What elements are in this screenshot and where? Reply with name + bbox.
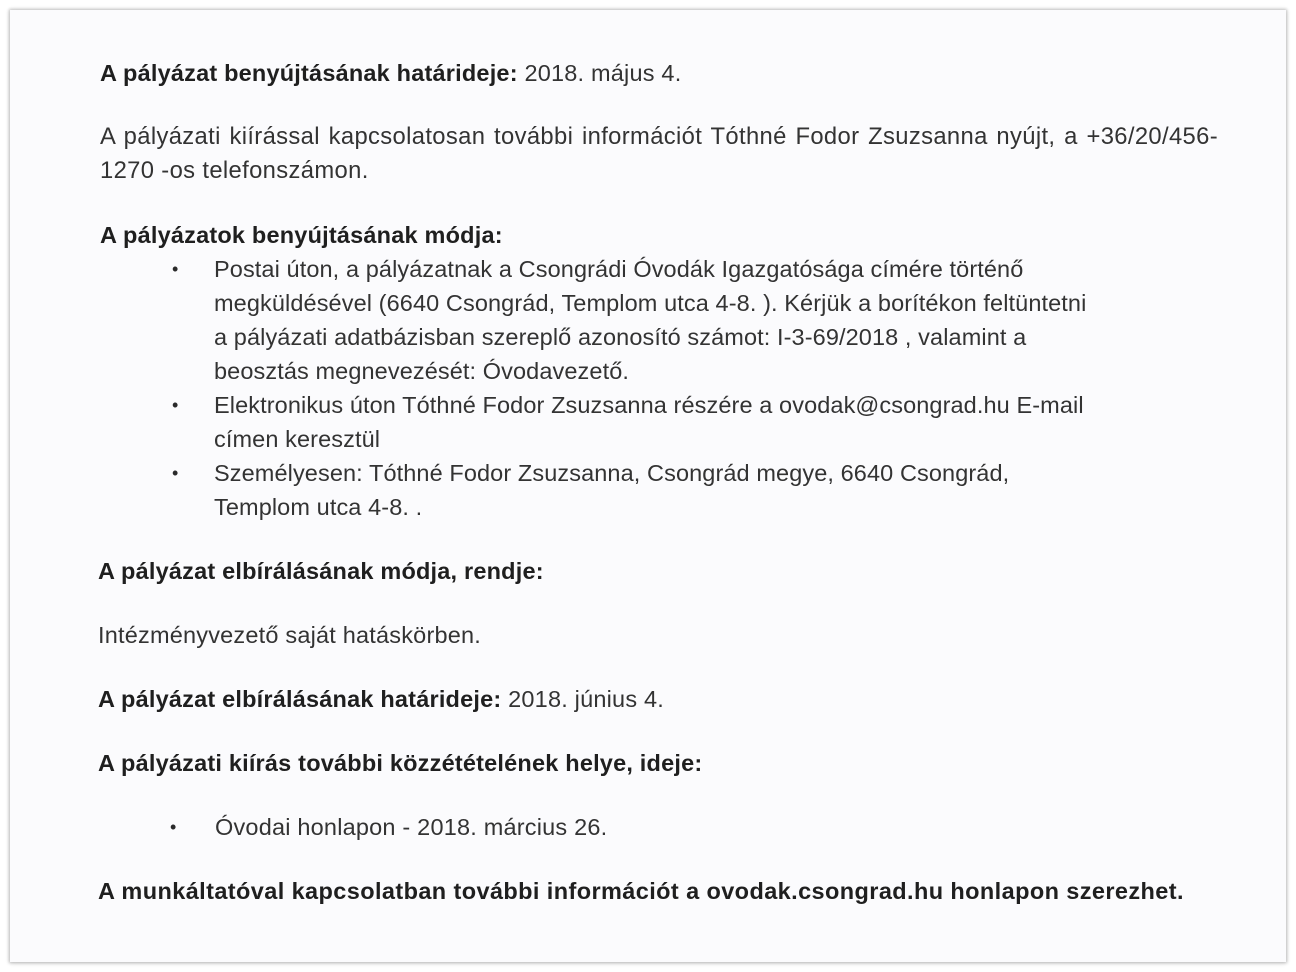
submission-deadline <box>98 56 1218 90</box>
list-item <box>98 810 1218 844</box>
contact-info-paragraph: A pályázati kiírással kapcsolatosan további információt Tóthné Fodor Zsuzsanna nyújt, a +36/20/456-1270 -os telefonszámon. <box>100 123 1218 184</box>
evaluation-method-heading: A pályázat elbírálásának módja, rendje: <box>98 558 544 584</box>
submission-methods-heading: A pályázatok benyújtásának módja: <box>100 222 503 248</box>
bullet-icon: • <box>170 817 177 837</box>
list-item <box>98 388 1088 456</box>
publication-heading: A pályázati kiírás további közzétételének helye, ideje: <box>98 750 703 776</box>
submission-deadline-value: 2018. május 4. <box>524 60 682 86</box>
bullet-icon: • <box>172 395 179 415</box>
list-item <box>98 252 1088 388</box>
list-item-text: Óvodai honlapon - 2018. március 26. <box>215 814 608 840</box>
bullet-icon: • <box>172 259 179 279</box>
bullet-icon: • <box>172 463 179 483</box>
document-page <box>10 10 1286 962</box>
document-body <box>98 50 1218 908</box>
evaluation-method-text: Intézményvezető saját hatáskörben. <box>98 622 482 648</box>
list-item-text: Elektronikus úton Tóthné Fodor Zsuzsanna részére a ovodak@csongrad.hu E-mail címen keresztül <box>214 392 1084 452</box>
list-item-text: Postai úton, a pályázatnak a Csongrádi Óvodák Igazgatósága címére történő megküldésével (6640 Csongrád, Templom utca 4-8. ). Kérjük a borítékon feltüntetni a pályázati adatbázisban szereplő azonosító számot: I-3-69/2018 , valamint a beosztás megnevezését: Óvodavezető. <box>214 256 1087 384</box>
evaluation-deadline-label: A pályázat elbírálásának határideje: <box>98 686 502 712</box>
list-item-text: Személyesen: Tóthné Fodor Zsuzsanna, Csongrád megye, 6640 Csongrád, Templom utca 4-8. . <box>214 460 1010 520</box>
submission-methods-list <box>98 252 1088 524</box>
list-item <box>98 456 1088 524</box>
evaluation-deadline-value: 2018. június 4. <box>508 686 665 712</box>
evaluation-deadline <box>98 682 1218 716</box>
employer-info-paragraph: A munkáltatóval kapcsolatban további információt a ovodak.csongrad.hu honlapon szerezhet. <box>98 878 1184 904</box>
publication-list <box>98 810 1218 844</box>
submission-deadline-label: A pályázat benyújtásának határideje: <box>100 60 518 86</box>
